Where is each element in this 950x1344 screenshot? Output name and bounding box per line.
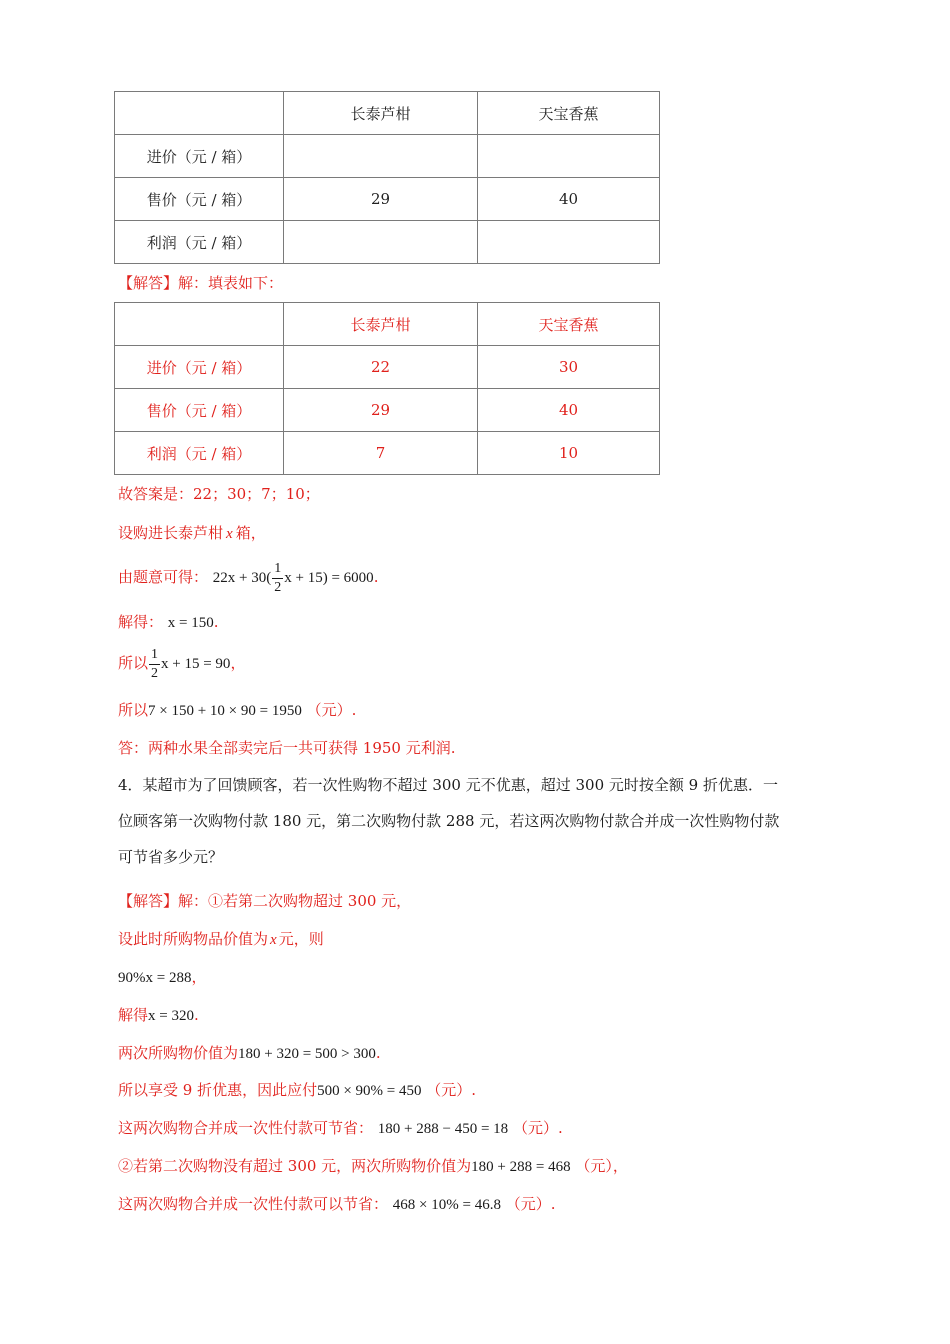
text: （元），	[575, 1157, 628, 1175]
table-row	[115, 389, 660, 432]
equation-line	[118, 648, 245, 681]
text: （元）.	[512, 1119, 563, 1137]
solution-line	[118, 929, 324, 950]
text: （元）.	[505, 1195, 556, 1213]
text: （元）.	[426, 1081, 477, 1099]
text: 所以享受 9 折优惠，因此应付	[118, 1081, 318, 1099]
text: .	[213, 613, 219, 631]
table-cell: 29	[284, 389, 478, 432]
table-cell	[284, 135, 478, 178]
table-cell: 30	[478, 346, 660, 389]
math-text: 22x + 30(	[212, 569, 272, 586]
equation: 7 × 150 + 10 × 90 = 1950	[148, 703, 302, 719]
solution-line	[118, 1080, 476, 1101]
equation: x = 320	[148, 1008, 194, 1024]
table-cell	[478, 221, 660, 264]
fraction	[149, 648, 160, 681]
table-header-cell: 长泰芦柑	[284, 92, 478, 135]
text: 解得：	[118, 613, 164, 631]
text: 这两次购物合并成一次性付款可以节省：	[118, 1195, 389, 1213]
table-cell	[115, 303, 284, 346]
table-cell: 22	[284, 346, 478, 389]
solution-line	[118, 1156, 628, 1177]
table-header-row	[115, 92, 660, 135]
problem-text: 4．某超市为了回馈顾客，若一次性购物不超过 300 元不优惠，超过 300 元时按全额 9 折优惠．一	[118, 776, 778, 794]
solution-line: 【解答】解：①若第二次购物超过 300 元，	[118, 892, 412, 910]
row-label: 售价（元 / 箱）	[115, 389, 284, 432]
solution-line	[118, 1194, 556, 1215]
table-header-row	[115, 303, 660, 346]
table-header-cell: 天宝香蕉	[478, 303, 660, 346]
text: 设此时所购物品价值为	[118, 930, 269, 948]
table-cell: 29	[284, 178, 478, 221]
answer-line	[118, 700, 356, 721]
equation	[148, 647, 231, 681]
answer-line: 答：两种水果全部卖完后一共可获得 1950 元利润.	[118, 739, 456, 757]
answer-line	[118, 523, 266, 544]
table-row	[115, 221, 660, 264]
text: 这两次购物合并成一次性付款可节省：	[118, 1119, 374, 1137]
row-label: 利润（元 / 箱）	[115, 221, 284, 264]
price-table-blank	[114, 91, 660, 264]
math-text: x + 15) = 6000	[284, 569, 374, 586]
table-row	[115, 432, 660, 475]
table-header-cell: 长泰芦柑	[284, 303, 478, 346]
text: .	[373, 567, 379, 586]
equation: 180 + 320 = 500 > 300	[238, 1046, 376, 1062]
answer-intro: 【解答】解：填表如下：	[118, 274, 284, 292]
problem-text: 位顾客第一次购物付款 180 元，第二次购物付款 288 元，若这两次购物付款合并成一次性购物付款	[118, 812, 780, 830]
math-var: x	[226, 526, 233, 542]
text: .	[193, 1006, 199, 1024]
frac-den: 2	[151, 666, 159, 681]
equation: 180 + 288 = 468	[471, 1159, 571, 1175]
text: 由题意可得：	[118, 567, 209, 586]
frac-num: 1	[149, 648, 160, 665]
equation: 500 × 90% = 450	[317, 1083, 422, 1099]
text: 设购进长泰芦柑	[118, 524, 224, 542]
table-cell	[284, 221, 478, 264]
table-header-cell: 天宝香蕉	[478, 92, 660, 135]
table-row	[115, 135, 660, 178]
solution-line	[118, 967, 206, 988]
table-cell: 40	[478, 389, 660, 432]
row-label: 售价（元 / 箱）	[115, 178, 284, 221]
math-text: x + 15 = 90	[161, 655, 231, 672]
text: （元）.	[306, 701, 357, 719]
solution-line	[118, 1118, 563, 1139]
text: 所以	[118, 653, 149, 672]
problem-4	[118, 767, 838, 875]
text: ，	[191, 968, 207, 986]
row-label: 进价（元 / 箱）	[115, 346, 284, 389]
table-row	[115, 346, 660, 389]
price-table-filled	[114, 302, 660, 475]
table-cell: 7	[284, 432, 478, 475]
problem-text: 可节省多少元？	[118, 848, 224, 866]
equation: 180 + 288 − 450 = 18	[377, 1121, 509, 1137]
fraction	[272, 562, 283, 595]
table-cell: 10	[478, 432, 660, 475]
text: ②若第二次购物没有超过 300 元，两次所购物价值为	[118, 1157, 472, 1175]
math-var: x	[270, 932, 277, 948]
equation: 468 × 10% = 46.8	[392, 1197, 501, 1213]
table-cell	[115, 92, 284, 135]
table-cell: 40	[478, 178, 660, 221]
answer-line: 故答案是：22；30；7；10；	[118, 485, 320, 503]
text: 两次所购物价值为	[118, 1044, 239, 1062]
answer-line	[118, 612, 219, 633]
frac-den: 2	[274, 580, 282, 595]
text: ，	[230, 653, 246, 672]
text: .	[375, 1044, 381, 1062]
equation-line	[118, 562, 378, 595]
row-label: 利润（元 / 箱）	[115, 432, 284, 475]
row-label: 进价（元 / 箱）	[115, 135, 284, 178]
text: 元，则	[278, 930, 324, 948]
text: 解得	[118, 1006, 149, 1024]
table-row	[115, 178, 660, 221]
solution-line	[118, 1043, 381, 1064]
text: 所以	[118, 701, 149, 719]
table-cell	[478, 135, 660, 178]
text: 箱，	[235, 524, 266, 542]
solution-line	[118, 1005, 199, 1026]
equation: 90%x = 288	[118, 970, 192, 986]
equation	[212, 561, 374, 595]
equation: x = 150	[167, 615, 214, 631]
frac-num: 1	[272, 562, 283, 579]
